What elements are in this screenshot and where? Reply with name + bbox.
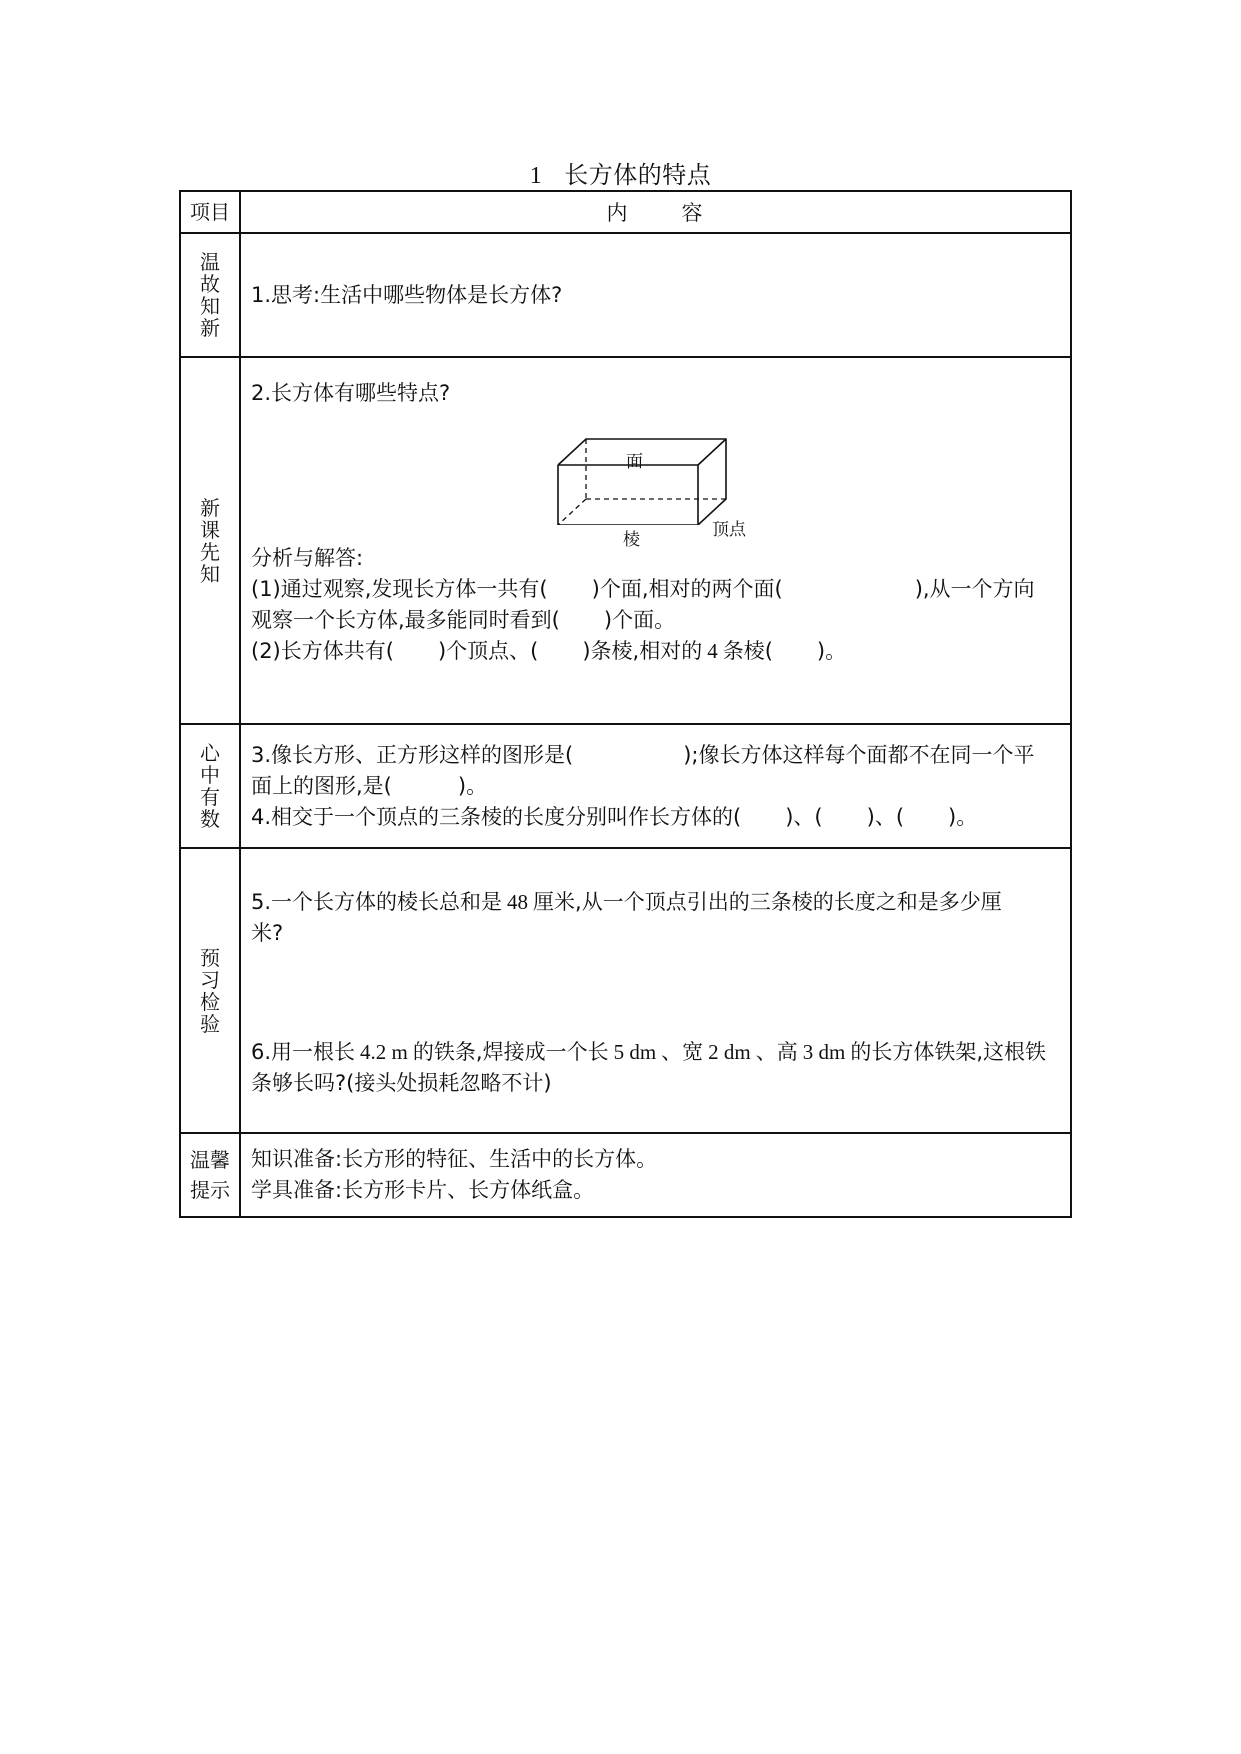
- section-content-preview: [240, 357, 1071, 724]
- title-number: 1: [529, 163, 543, 189]
- worksheet-table: [179, 190, 1072, 1218]
- header-content-b: 容: [681, 201, 705, 225]
- tip-knowledge: 知识准备:长方形的特征、生活中的长方体。: [251, 1147, 658, 1171]
- section-label-tips: [180, 1133, 240, 1217]
- analysis-line-1: (1)通过观察,发现长方体一共有( )个面,相对的两个面( ),从一个方向: [251, 577, 1035, 601]
- question-5-line-2: 米?: [251, 921, 284, 945]
- question-4: 4.相交于一个顶点的三条棱的长度分别叫作长方体的( )、( )、( )。: [251, 804, 978, 829]
- header-content-a: 内: [606, 201, 630, 225]
- table-row: [180, 848, 1071, 1133]
- section-label-preview: 新课先知: [180, 357, 240, 724]
- table-row: [180, 1133, 1071, 1217]
- tip-materials: 学具准备:长方形卡片、长方体纸盒。: [251, 1178, 595, 1202]
- table-row: [180, 233, 1071, 357]
- section-content-tips: [240, 1133, 1071, 1217]
- cuboid-diagram: [556, 415, 756, 525]
- tips-label-line-2: 提示: [190, 1178, 230, 1202]
- section-label-review: 温故知新: [180, 233, 240, 357]
- question-3-line-2: 面上的图形,是( )。: [251, 773, 488, 798]
- title-text: 长方体的特点: [564, 161, 712, 189]
- edge-label: 棱: [623, 530, 640, 550]
- section-content-review: [240, 233, 1071, 357]
- page-title: [0, 155, 1241, 190]
- analysis-line-2: 观察一个长方体,最多能同时看到( )个面。: [251, 608, 676, 632]
- tips-label-line-1: 温馨: [190, 1148, 230, 1172]
- question-2: 2.长方体有哪些特点?: [251, 381, 451, 405]
- table-row: [180, 357, 1071, 724]
- header-item: 项目: [180, 191, 240, 233]
- face-label: 面: [626, 452, 643, 472]
- table-header-row: [180, 191, 1071, 233]
- question-6-line-2: 条够长吗?(接头处损耗忽略不计): [251, 1071, 552, 1095]
- section-content-concepts: [240, 724, 1071, 848]
- section-label-check: 预习检验: [180, 848, 240, 1133]
- question-1: 1.思考:生活中哪些物体是长方体?: [251, 282, 563, 307]
- analysis-line-3: (2)长方体共有( )个顶点、( )条棱,相对的 4 条棱( )。: [251, 639, 847, 663]
- question-3-line-1: 3.像长方形、正方形这样的图形是( );像长方体这样每个面都不在同一个平: [251, 742, 1035, 767]
- section-label-concepts: 心中有数: [180, 724, 240, 848]
- question-5-line-1: 5.一个长方体的棱长总和是 48 厘米,从一个顶点引出的三条棱的长度之和是多少厘: [251, 890, 1002, 914]
- question-6-line-1: 6.用一根长 4.2 m 的铁条,焊接成一个长 5 dm 、宽 2 dm 、高 3 dm 的长方体铁架,这根铁: [251, 1040, 1047, 1064]
- section-content-check: [240, 848, 1071, 1133]
- analysis-heading: 分析与解答:: [251, 546, 364, 570]
- header-content: [240, 191, 1071, 233]
- table-row: [180, 724, 1071, 848]
- vertex-label: 顶点: [712, 520, 746, 540]
